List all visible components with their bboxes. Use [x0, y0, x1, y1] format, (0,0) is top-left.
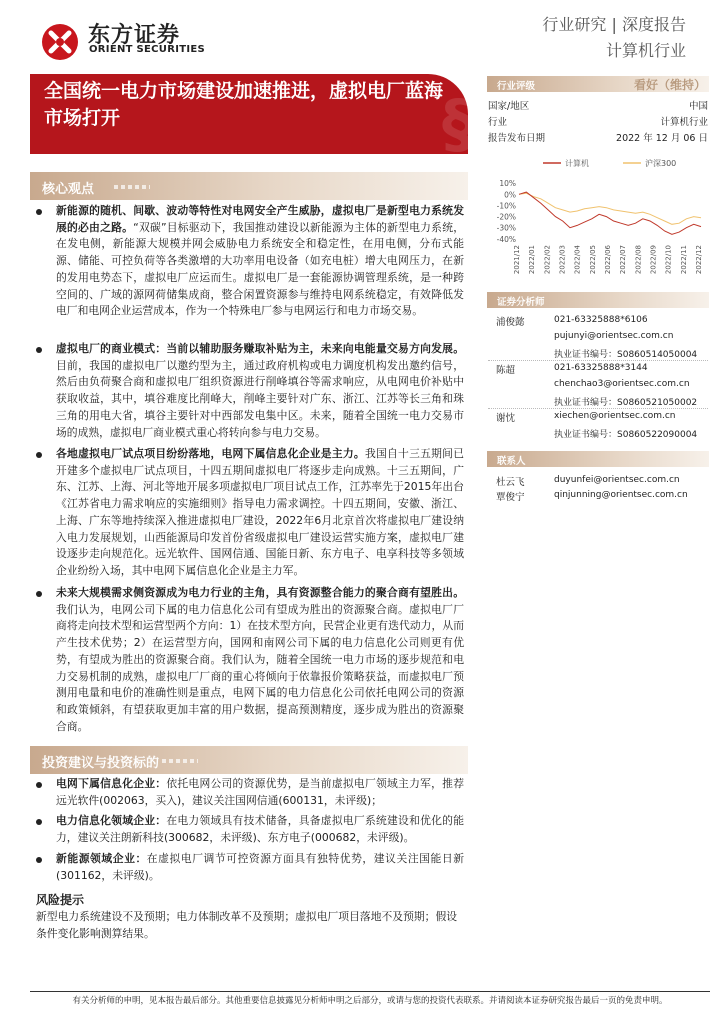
analyst-name: 谢忱 [496, 413, 516, 424]
x-tick-label: 2022/03 [558, 245, 567, 275]
analyst-cert: 执业证书编号：S0860522090004 [554, 430, 698, 440]
rating-label: 行业评级 [497, 81, 536, 92]
invest-point-paragraph [56, 851, 464, 884]
bullet-icon [36, 857, 42, 863]
x-tick-label: 2022/06 [604, 245, 612, 275]
title-banner [30, 74, 474, 162]
invest-point-lead: 新能源领域企业： [56, 852, 147, 865]
contact-label: 联系人 [497, 456, 526, 467]
analyst-email[interactable]: chenchao3@orientsec.com.cn [554, 379, 690, 389]
series-line-computer [519, 192, 701, 234]
x-tick-label: 2022/01 [528, 245, 537, 275]
report-type: 行业研究 | 深度报告 [542, 15, 686, 34]
logo-text-en: ORIENT SECURITIES [89, 44, 206, 55]
legend-label: 计算机 [565, 159, 589, 168]
x-tick-label: 2022/11 [679, 245, 688, 275]
info-row-region [488, 98, 708, 112]
x-tick-label: 2022/02 [543, 245, 552, 275]
info-value: 计算机行业 [660, 117, 708, 128]
x-tick-label: 2022/09 [649, 245, 658, 275]
core-section-title: 核心观点 [42, 182, 95, 197]
core-point-lead: 虚拟电厂的商业模式：当前以辅助服务赚取补贴为主，未来向电能量交易方向发展。 [56, 342, 464, 355]
analyst-email[interactable]: pujunyi@orientsec.com.cn [554, 331, 674, 341]
analyst-cert: 执业证书编号：S0860521050002 [554, 398, 698, 408]
info-value: 中国 [688, 101, 708, 112]
invest-point-text: 在虚拟电厂调节可控资源方面具有独特优势，建议关注国能日新(301162，未评级)。 [56, 852, 465, 882]
analyst-cert: 执业证书编号：S0860514050004 [554, 350, 698, 360]
orient-logo-icon [40, 22, 80, 62]
analyst-phone: 021-63325888*3144 [554, 363, 648, 373]
x-tick-label: 2022/10 [664, 245, 673, 275]
info-row-date [488, 130, 708, 144]
contact-name: 杜云飞 [496, 477, 525, 488]
bullet-icon [36, 347, 42, 353]
core-point-text: “双碳”目标驱动下，我国推动建设以新能源为主体的新型电力系统，在发电侧，新能源大规模并网会威胁电力系统安全和稳定性，在用电侧，分布式能源、储能、可控负荷等各类激增的大功率用电设备（如充电桩）增大电网压力，在新的发用电势态下，虚拟电厂应运而生。虚拟电厂是一套能源协调管理系统，是一种跨空间的、广域的源网荷储集成商，整合闲置资源参与维持电网系统稳定，有效降低发电厂和电网企业运营成本，作为一个特殊电厂参与电网运行和电力市场交易。 [56, 220, 465, 318]
y-tick-label: 0% [504, 190, 516, 200]
core-point-lead: 未来大规模需求侧资源成为电力行业的主角，具有资源整合能力的聚合商有望胜出。 [56, 586, 464, 599]
y-tick-label: 10% [499, 179, 516, 189]
invest-point-paragraph [56, 813, 464, 846]
invest-point-lead: 电力信息化领域企业： [56, 814, 167, 827]
separator [488, 360, 708, 361]
risk-text: 新型电力系统建设不及预期；电力体制改革不及预期；虚拟电厂项目落地不及预期；假设条件变化影响测算结果。 [36, 910, 458, 940]
core-point-text: 我们认为，电网公司下属的电力信息化公司有望成为胜出的资源聚合商。虚拟电厂厂商将走向技术型和运营型两个方向：1）在技术型方向，民营企业更有迭代动力，从而产生技术优势；2）在运营型方向，国网和南网公司下属的电力信息化公司则更有优势，有望成为胜出的资源聚合商。我们认为，随着全国统一电力市场的逐步规范和电力交易机制的成熟，虚拟电厂厂商的重心将倾向于依靠报价策略获益，而虚拟电厂预测用电量和电价的准确性则是重点，电网下属的电力信息化公司依托电网公司的资源和政策倾斜，有望获取更加丰富的用户数据，提高预测精度，逐步成为胜出的资源聚合商。 [56, 602, 464, 733]
analyst-name: 浦俊懿 [496, 317, 525, 328]
x-tick-label: 2022/08 [634, 245, 643, 275]
performance-chart [487, 155, 709, 275]
bullet-icon [36, 782, 42, 788]
disclaimer-footer: 有关分析师的申明，见本报告最后部分。其他重要信息披露见分析师申明之后部分，或请与您的投资代表联系。并请阅读本证券研究报告最后一页的免责申明。 [72, 996, 668, 1006]
info-key: 报告发布日期 [488, 133, 546, 144]
invest-point-lead: 电网下属信息化企业： [56, 777, 167, 790]
invest-point-text: 依托电网公司的资源优势，是当前虚拟电厂领域主力军，推荐远光软件(002063，买入)，建议关注国网信通(600131，未评级)； [56, 777, 465, 807]
bullet-icon [36, 452, 42, 458]
info-row-industry [488, 114, 708, 128]
x-tick-label: 2022/05 [588, 245, 597, 275]
analyst-phone: 021-63325888*6106 [554, 315, 648, 325]
invest-point-paragraph [56, 776, 464, 809]
rating-value: 看好（维持） [633, 78, 706, 92]
x-tick-label: 2022/07 [619, 245, 628, 275]
contact-email[interactable]: qinjunning@orientsec.com.cn [554, 490, 688, 500]
bullet-icon [36, 819, 42, 825]
core-point-paragraph [56, 203, 464, 320]
y-tick-label: -20% [496, 212, 516, 222]
core-point-lead: 各地虚拟电厂试点项目纷纷落地，电网下属信息化企业是主力。 [56, 447, 365, 460]
analyst-email[interactable]: xiechen@orientsec.com.cn [554, 411, 676, 421]
y-tick-label: -40% [496, 234, 516, 244]
separator [488, 408, 708, 409]
invest-point-text: 在电力领域具有技术储备，具备虚拟电厂系统建设和优化的能力，建议关注朗新科技(300682，未评级)、东方电子(000682，未评级)。 [56, 814, 465, 844]
bullet-icon [36, 591, 42, 597]
core-point-paragraph [56, 585, 464, 735]
info-value: 2022 年 12 月 06 日 [616, 133, 708, 144]
bullet-icon [36, 209, 42, 215]
core-point-paragraph [56, 341, 464, 441]
analyst-label: 证券分析师 [497, 297, 545, 308]
header-dots [114, 185, 150, 189]
report-industry: 计算机行业 [605, 41, 686, 60]
core-point-lead: 新能源的随机、间歇、波动等特性对电网安全产生威胁，虚拟电厂是新型电力系统发展的必由之路。 [56, 204, 464, 234]
contact-name: 覃俊宁 [496, 492, 525, 503]
info-key: 国家/地区 [488, 101, 530, 112]
core-point-text: 我国自十三五期间已开建多个虚拟电厂试点项目，十四五期间虚拟电厂将逐步走向成熟。十三五期间，广东、江苏、上海、河北等地开展多项虚拟电厂项目试点工作，江苏率先于2015年出台《江苏省电力需求响应的实施细则》指导电力需求调控。十四五期间，安徽、浙江、上海、广东等地持续深入推进虚拟电厂建设，2022年6月北京首次将虚拟电厂建设纳入电力发展规划，山西能源局印发首份省级虚拟电厂建设运营实施方案，虚拟电厂建设逐步走向规范化。远光软件、国网信通、国能日新、东方电子、电享科技等多领域企业纷纷入场，其中电网下属信息化企业是主力军。 [56, 447, 465, 577]
banner-decoration: § [442, 88, 474, 162]
contact-email[interactable]: duyunfei@orientsec.com.cn [554, 475, 680, 485]
x-tick-label: 2021/12 [513, 245, 521, 275]
logo-text-cn: 东方证券 [88, 23, 181, 48]
header-dots [162, 759, 198, 763]
contact-header [487, 451, 709, 467]
core-section-header [30, 172, 468, 200]
x-tick-label: 2022/12 [695, 245, 703, 275]
footer-divider [30, 991, 710, 992]
analyst-name: 陈超 [496, 365, 516, 376]
legend-label: 沪深300 [645, 159, 677, 168]
core-point-text: 目前，我国的虚拟电厂以邀约型为主，通过政府机构或电力调度机构发出邀约信号，然后由负荷聚合商和虚拟电厂组织资源进行削峰填谷等需求响应，从电网电价补贴中获取收益，其中，填谷难度比削峰大，削峰主要针对广东、浙江、江苏等长三角和珠三角的用电大省，填谷主要针对中西部发电集中区。未来，随着全国统一电力交易市场的成熟，虚拟电厂商业模式重心将转向参与电力交易。 [56, 358, 464, 439]
risk-title: 风险提示 [36, 893, 85, 907]
invest-section-title: 投资建议与投资标的 [42, 756, 160, 771]
analyst-header [487, 292, 709, 308]
invest-section-header [30, 746, 468, 774]
x-tick-label: 2022/04 [573, 245, 582, 275]
y-tick-label: -10% [496, 201, 516, 211]
y-tick-label: -30% [496, 223, 516, 233]
report-title: 全国统一电力市场建设加速推进，虚拟电厂蓝海市场打开 [44, 80, 444, 129]
info-key: 行业 [488, 117, 508, 128]
core-point-paragraph [56, 446, 464, 580]
